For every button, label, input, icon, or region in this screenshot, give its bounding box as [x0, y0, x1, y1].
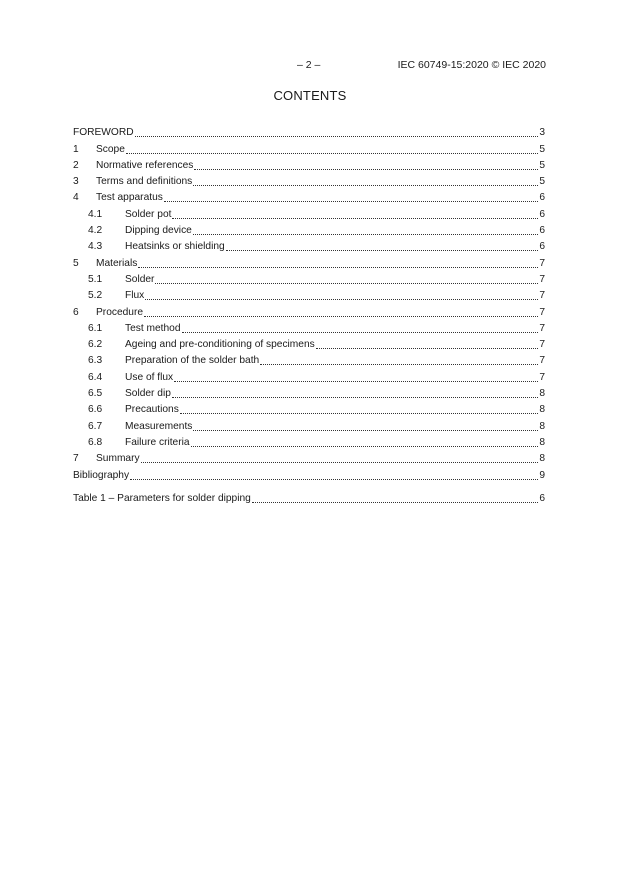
toc-entry[interactable] [73, 156, 545, 172]
page-ref: 5 [539, 143, 545, 155]
page-ref: 8 [539, 420, 545, 432]
dot-leader [252, 502, 539, 503]
dot-leader [164, 201, 539, 202]
toc-entry[interactable] [73, 302, 545, 318]
page-ref: 9 [539, 469, 545, 481]
page-ref: 8 [539, 388, 545, 400]
section-number: 5.1 [88, 273, 103, 285]
page-ref: 8 [539, 404, 545, 416]
toc-entry[interactable] [73, 416, 545, 432]
toc-entry[interactable] [73, 319, 545, 335]
dot-leader [260, 364, 538, 365]
dot-leader [141, 462, 539, 463]
toc-entry[interactable] [73, 270, 545, 286]
dot-leader [172, 218, 538, 219]
section-number: 4.1 [88, 208, 103, 220]
dot-leader [144, 316, 538, 317]
entry-title: Use of flux [125, 371, 174, 383]
section-number: 6.2 [88, 339, 103, 351]
section-number: 7 [73, 453, 79, 465]
section-number: 6.1 [88, 322, 103, 334]
toc-entry[interactable] [73, 400, 545, 416]
entry-title: Procedure [96, 306, 144, 318]
section-number: 5.2 [88, 290, 103, 302]
page-ref: 7 [539, 273, 545, 285]
table-list-entry[interactable] [73, 489, 545, 505]
dot-leader [135, 136, 539, 137]
entry-title: FOREWORD [73, 127, 134, 139]
dot-leader [126, 153, 538, 154]
dot-leader [193, 234, 539, 235]
toc-entry[interactable] [73, 237, 545, 253]
entry-title: Scope [96, 143, 125, 155]
entry-title: Measurements [125, 420, 193, 432]
dot-leader [193, 185, 538, 186]
section-number: 5 [73, 257, 79, 269]
toc-entry[interactable] [73, 449, 545, 465]
section-number: 3 [73, 176, 79, 188]
entry-title: Table 1 – Parameters for solder dipping [73, 493, 251, 505]
entry-title: Normative references [96, 159, 194, 171]
section-number: 6 [73, 306, 79, 318]
toc-entry[interactable] [73, 335, 545, 351]
dot-leader [194, 169, 538, 170]
page-ref: 7 [539, 355, 545, 367]
entry-title: Precautions [125, 404, 179, 416]
page-ref: 5 [539, 176, 545, 188]
entry-title: Bibliography [73, 469, 130, 481]
toc-entry[interactable] [73, 433, 545, 449]
entry-title: Preparation of the solder bath [125, 355, 260, 367]
page-ref: 6 [539, 493, 545, 505]
entry-title: Solder dip [125, 388, 171, 400]
entry-title: Test method [125, 322, 181, 334]
contents-title: CONTENTS [273, 88, 347, 103]
section-number: 6.5 [88, 388, 103, 400]
toc-entry[interactable] [73, 367, 545, 383]
section-number: 4.3 [88, 241, 103, 253]
toc-entry[interactable] [73, 188, 545, 204]
page-ref: 7 [539, 306, 545, 318]
toc-entry[interactable] [73, 172, 545, 188]
dot-leader [172, 397, 538, 398]
entry-title: Test apparatus [96, 192, 163, 204]
list-of-tables [73, 489, 545, 505]
page-ref: 8 [539, 453, 545, 465]
entry-title: Terms and definitions [96, 176, 193, 188]
page-ref: 7 [539, 371, 545, 383]
toc-entry[interactable] [73, 123, 545, 139]
entry-title: Heatsinks or shielding [125, 241, 225, 253]
dot-leader [138, 267, 538, 268]
dot-leader [155, 283, 538, 284]
table-of-contents [73, 123, 545, 482]
page-ref: 7 [539, 257, 545, 269]
dot-leader [226, 250, 539, 251]
toc-entry[interactable] [73, 384, 545, 400]
standard-reference: IEC 60749-15:2020 © IEC 2020 [397, 59, 546, 71]
section-number: 6.7 [88, 420, 103, 432]
entry-title: Solder pot [125, 208, 172, 220]
page-ref: 6 [539, 241, 545, 253]
page-ref: 7 [539, 339, 545, 351]
page-ref: 6 [539, 192, 545, 204]
entry-title: Summary [96, 453, 140, 465]
dot-leader [182, 332, 539, 333]
toc-entry[interactable] [73, 221, 545, 237]
page-ref: 8 [539, 436, 545, 448]
page-ref: 6 [539, 225, 545, 237]
section-number: 4.2 [88, 225, 103, 237]
entry-title: Ageing and pre-conditioning of specimens [125, 339, 315, 351]
section-number: 4 [73, 192, 79, 204]
dot-leader [145, 299, 538, 300]
section-number: 6.3 [88, 355, 103, 367]
section-number: 6.6 [88, 404, 103, 416]
page-ref: 3 [539, 127, 545, 139]
section-number: 1 [73, 143, 79, 155]
section-number: 6.4 [88, 371, 103, 383]
toc-entry[interactable] [73, 139, 545, 155]
dot-leader [191, 446, 539, 447]
section-number: 6.8 [88, 436, 103, 448]
section-number: 2 [73, 159, 79, 171]
entry-title: Materials [96, 257, 138, 269]
page-header [0, 59, 620, 73]
dot-leader [193, 430, 538, 431]
entry-title: Failure criteria [125, 436, 190, 448]
toc-entry[interactable] [73, 253, 545, 269]
toc-entry[interactable] [73, 286, 545, 302]
page-ref: 5 [539, 159, 545, 171]
dot-leader [130, 479, 538, 480]
dot-leader [174, 381, 538, 382]
toc-entry[interactable] [73, 204, 545, 220]
page-ref: 7 [539, 290, 545, 302]
page-number: – 2 – [297, 59, 321, 71]
toc-entry[interactable] [73, 465, 545, 481]
dot-leader [180, 413, 539, 414]
toc-entry[interactable] [73, 351, 545, 367]
entry-title: Solder [125, 273, 155, 285]
page-ref: 6 [539, 208, 545, 220]
entry-title: Flux [125, 290, 145, 302]
dot-leader [316, 348, 539, 349]
entry-title: Dipping device [125, 225, 192, 237]
page-ref: 7 [539, 322, 545, 334]
